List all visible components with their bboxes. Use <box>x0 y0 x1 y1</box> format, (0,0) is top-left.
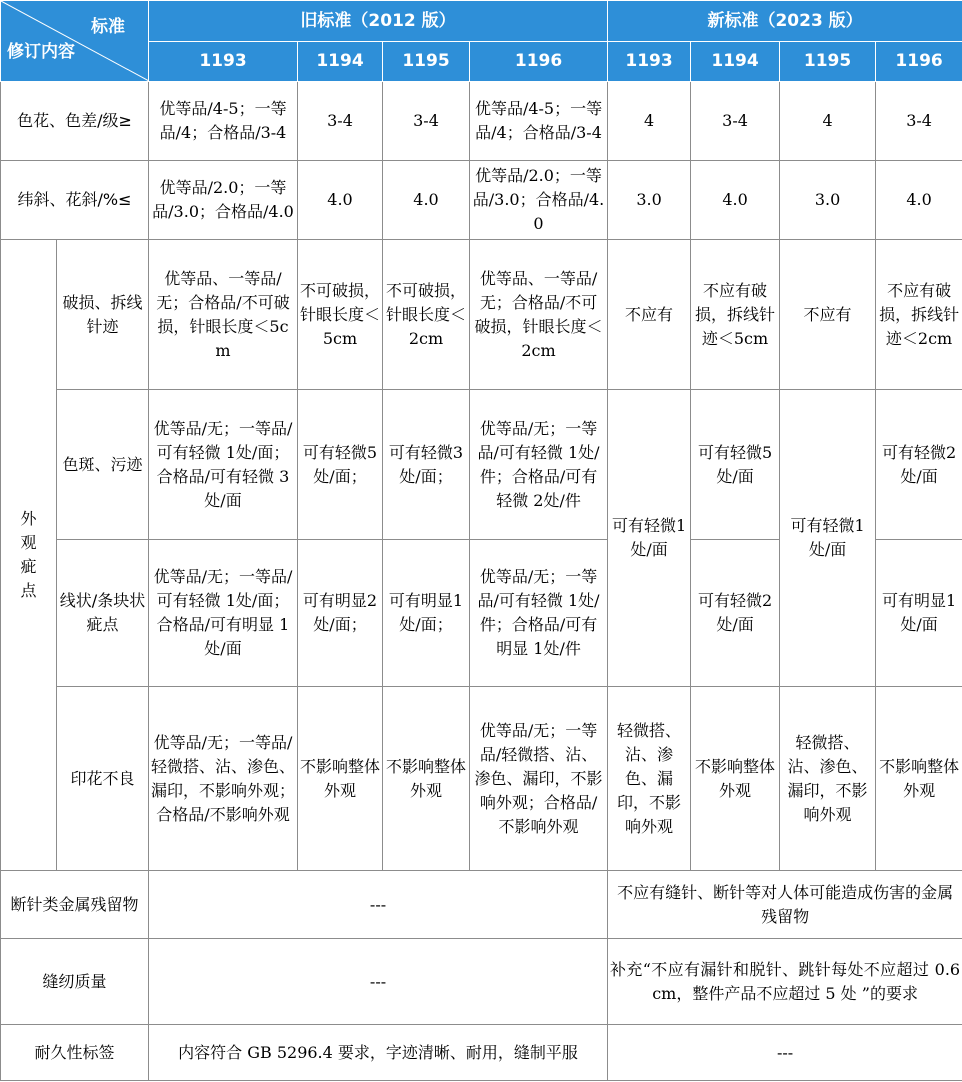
new-standard-header: 新标准（2023 版） <box>608 1 962 42</box>
corner-standard-label: 标准 <box>91 17 125 37</box>
table-row <box>1 1025 962 1081</box>
cell-old-1193: 优等品/2.0；一等品/3.0；合格品/4.0 <box>149 161 298 240</box>
cell-new-1195: 轻微搭、沾、渗色、漏印，不影响外观 <box>780 687 876 871</box>
cell-old-1196: 优等品/4-5；一等品/4；合格品/3-4 <box>470 82 608 161</box>
old-col-1195: 1195 <box>383 41 470 82</box>
cell-old-1194: 可有轻微5处/面； <box>298 390 383 540</box>
old-col-1196: 1196 <box>470 41 608 82</box>
cell-old-1196: 优等品/无；一等品/可有轻微 1处/件；合格品/可有明显 1处/件 <box>470 540 608 687</box>
cell-new-1194: 3-4 <box>691 82 780 161</box>
cell-new-1196: 3-4 <box>876 82 962 161</box>
cell-old-1194: 不可破损，针眼长度＜5cm <box>298 240 383 390</box>
cell-new-1193: 不应有 <box>608 240 691 390</box>
row-label-line-defect: 线状/条块状疵点 <box>57 540 149 687</box>
table-row <box>1 240 962 390</box>
table-row <box>1 871 962 939</box>
cell-new-1195: 不应有 <box>780 240 876 390</box>
cell-old-1194: 不影响整体外观 <box>298 687 383 871</box>
cell-new-1195-merged: 可有轻微1处/面 <box>780 390 876 687</box>
cell-old-1195: 可有明显1处/面； <box>383 540 470 687</box>
cell-old-1195: 3-4 <box>383 82 470 161</box>
row-label-stain: 色斑、污迹 <box>57 390 149 540</box>
cell-new-1196: 可有明显1处/面 <box>876 540 962 687</box>
cell-new-1195: 4 <box>780 82 876 161</box>
cell-new-1193: 轻微搭、沾、渗色、漏印，不影响外观 <box>608 687 691 871</box>
cell-old-1193: 优等品/无；一等品/可有轻微 1处/面；合格品/可有轻微 3处/面 <box>149 390 298 540</box>
cell-new-merged: --- <box>608 1025 962 1081</box>
cell-old-1196: 优等品/2.0；一等品/3.0；合格品/4.0 <box>470 161 608 240</box>
cell-new-1195: 3.0 <box>780 161 876 240</box>
cell-old-1194: 可有明显2处/面； <box>298 540 383 687</box>
cell-old-1194: 3-4 <box>298 82 383 161</box>
cell-old-merged: --- <box>149 939 608 1025</box>
cell-old-1195: 4.0 <box>383 161 470 240</box>
row-label-damage: 破损、拆线针迹 <box>57 240 149 390</box>
new-col-1196: 1196 <box>876 41 962 82</box>
cell-new-merged: 补充“不应有漏针和脱针、跳针每处不应超过 0.6cm，整件产品不应超过 5 处 ”的要求 <box>608 939 962 1025</box>
new-col-1194: 1194 <box>691 41 780 82</box>
table-row <box>1 390 962 540</box>
cell-old-1196: 优等品/无；一等品/可有轻微 1处/件；合格品/可有轻微 2处/件 <box>470 390 608 540</box>
cell-old-1193: 优等品/无；一等品/轻微搭、沾、渗色、漏印，不影响外观；合格品/不影响外观 <box>149 687 298 871</box>
cell-new-1193: 3.0 <box>608 161 691 240</box>
cell-old-1193: 优等品、一等品/无；合格品/不可破损，针眼长度＜5cm <box>149 240 298 390</box>
cell-old-1195: 不可破损，针眼长度＜2cm <box>383 240 470 390</box>
row-label-sewing-quality: 缝纫质量 <box>1 939 149 1025</box>
old-standard-header: 旧标准（2012 版） <box>149 1 608 42</box>
cell-new-1193-merged: 可有轻微1处/面 <box>608 390 691 687</box>
cell-new-merged: 不应有缝针、断针等对人体可能造成伤害的金属残留物 <box>608 871 962 939</box>
old-col-1193: 1193 <box>149 41 298 82</box>
header-corner-cell <box>1 1 149 82</box>
row-label-durable-label: 耐久性标签 <box>1 1025 149 1081</box>
row-label-skew: 纬斜、花斜/%≤ <box>1 161 149 240</box>
old-col-1194: 1194 <box>298 41 383 82</box>
corner-revision-label: 修订内容 <box>7 42 75 62</box>
cell-old-1196: 优等品/无；一等品/轻微搭、沾、渗色、漏印，不影响外观；合格品/不影响外观 <box>470 687 608 871</box>
cell-new-1194: 不应有破损，拆线针迹＜5cm <box>691 240 780 390</box>
cell-new-1196: 不影响整体外观 <box>876 687 962 871</box>
cell-new-1194: 4.0 <box>691 161 780 240</box>
group-label-appearance-defects: 外观疵点 <box>1 240 57 871</box>
cell-new-1196: 4.0 <box>876 161 962 240</box>
cell-new-1194: 可有轻微2处/面 <box>691 540 780 687</box>
new-col-1195: 1195 <box>780 41 876 82</box>
cell-old-1195: 可有轻微3处/面； <box>383 390 470 540</box>
table-row <box>1 161 962 240</box>
cell-old-1193: 优等品/4-5；一等品/4；合格品/3-4 <box>149 82 298 161</box>
cell-new-1196: 可有轻微2处/面 <box>876 390 962 540</box>
cell-new-1194: 不影响整体外观 <box>691 687 780 871</box>
row-label-metal-residue: 断针类金属残留物 <box>1 871 149 939</box>
row-label-print-defect: 印花不良 <box>57 687 149 871</box>
cell-old-merged: 内容符合 GB 5296.4 要求，字迹清晰、耐用，缝制平服 <box>149 1025 608 1081</box>
cell-old-1194: 4.0 <box>298 161 383 240</box>
cell-new-1193: 4 <box>608 82 691 161</box>
row-label-color-diff: 色花、色差/级≥ <box>1 82 149 161</box>
cell-new-1194: 可有轻微5处/面 <box>691 390 780 540</box>
cell-old-merged: --- <box>149 871 608 939</box>
cell-new-1196: 不应有破损，拆线针迹＜2cm <box>876 240 962 390</box>
new-col-1193: 1193 <box>608 41 691 82</box>
table-row <box>1 939 962 1025</box>
cell-old-1196: 优等品、一等品/无；合格品/不可破损，针眼长度＜2cm <box>470 240 608 390</box>
table-row <box>1 82 962 161</box>
cell-old-1193: 优等品/无；一等品/可有轻微 1处/面；合格品/可有明显 1处/面 <box>149 540 298 687</box>
table-row <box>1 687 962 871</box>
cell-old-1195: 不影响整体外观 <box>383 687 470 871</box>
